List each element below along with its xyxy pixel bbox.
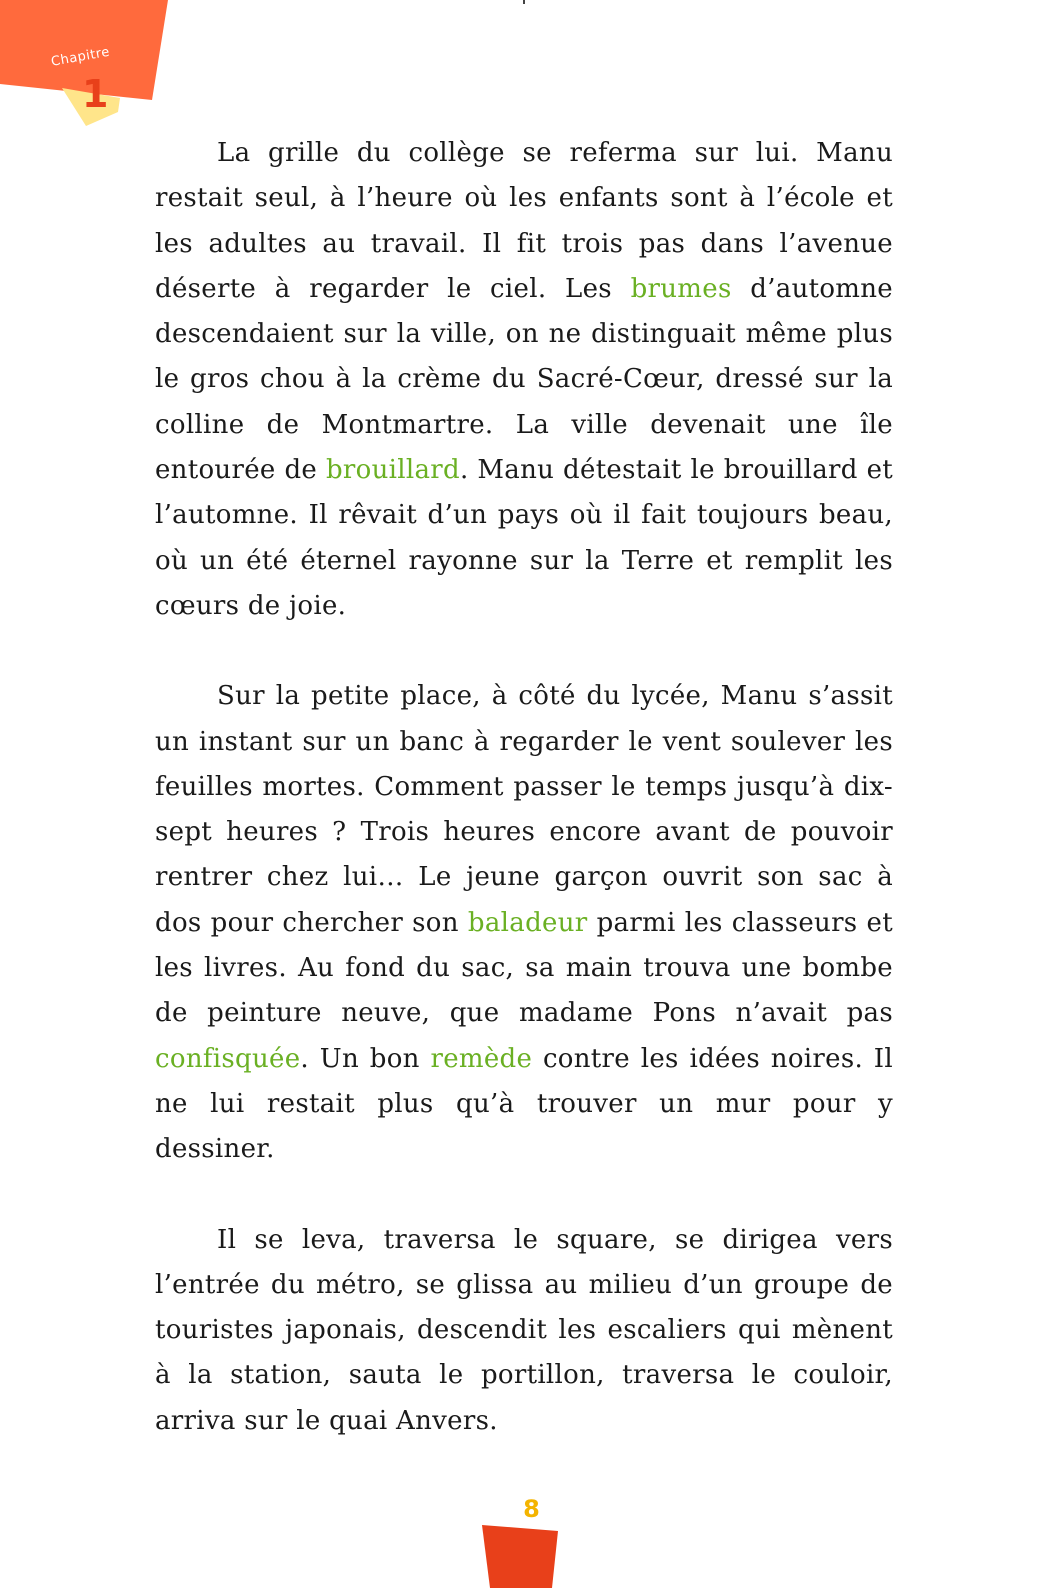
top-crop-mark <box>523 0 525 4</box>
page-number-tab <box>482 1525 558 1588</box>
text-run: La grille du collège se referma sur lui. Manu restait seul, à l’heure où les enfants sont à l’école et les adultes au travail. Il fit trois pas dans l’avenue déserte à regarder le ciel. Les <box>155 138 893 304</box>
text-run: Il se leva, traversa le square, se dirigea vers l’entrée du métro, se glissa au milieu d’un groupe de touristes japonais, descendit les escaliers qui mènent à la station, sauta le portillon, traversa le couloir, arriva sur le quai Anvers. <box>155 1224 893 1436</box>
text-run: d’automne descendaient sur la ville, on ne distinguait même plus le gros chou à la crème du Sacré-Cœur, dressé sur la colline de Montmartre. La ville devenait une île entourée de <box>155 273 893 486</box>
paragraph <box>155 674 893 1172</box>
text-run: parmi les classeurs et les livres. Au fond du sac, sa main trouva une bombe de peinture neuve, que madame Pons n’avait pas <box>155 907 893 1029</box>
page-number: 8 <box>523 1495 540 1523</box>
vocab-word: baladeur <box>467 907 588 938</box>
chapter-number: 1 <box>82 72 109 116</box>
text-run: contre les idées noires. Il ne lui restait plus qu’à trouver un mur pour y dessiner. <box>155 1043 893 1165</box>
chapter-label: Chapitre <box>50 44 112 70</box>
vocab-word: brouillard <box>325 455 460 486</box>
vocab-word: brumes <box>630 273 732 304</box>
text-run: . Un bon <box>300 1043 431 1074</box>
paragraph <box>155 1218 893 1444</box>
text-run: . Manu détestait le brouillard et l’automne. Il rêvait d’un pays où il fait toujours beau, où un été éternel rayonne sur la Terre et remplit les cœurs de joie. <box>155 455 893 621</box>
chapter-badge <box>0 0 175 130</box>
paragraph <box>155 131 893 629</box>
vocab-word: remède <box>430 1043 533 1074</box>
vocab-word: confisquée <box>155 1043 301 1074</box>
chapter-text <box>155 131 893 1489</box>
text-run: Sur la petite place, à côté du lycée, Manu s’assit un instant sur un banc à regarder le vent soulever les feuilles mortes. Comment passer le temps jusqu’à dix-sept heures ? Trois heures encore avant de pouvoir rentrer chez lui… Le jeune garçon ouvrit son sac à dos pour chercher son <box>155 681 893 938</box>
